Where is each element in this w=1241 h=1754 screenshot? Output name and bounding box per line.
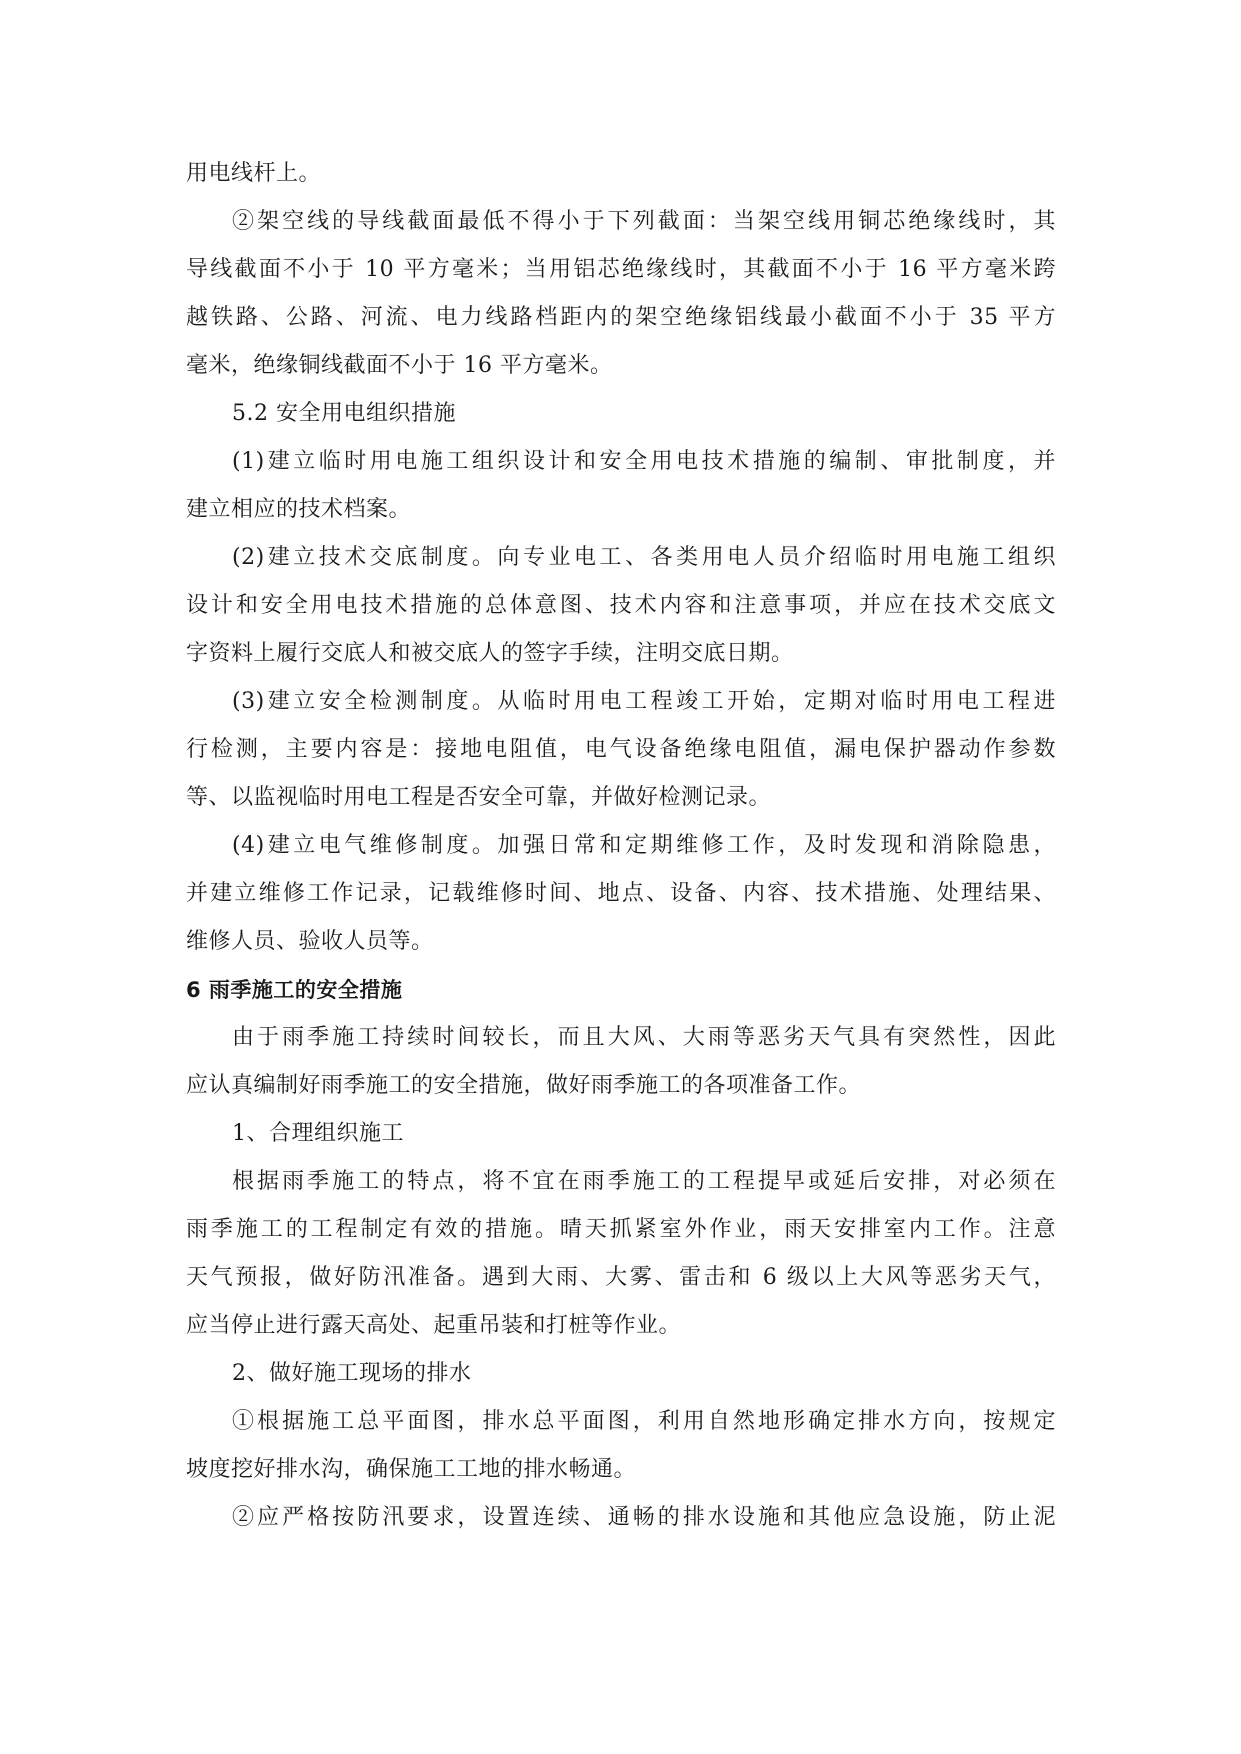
text-line: 越铁路、公路、河流、电力线路档距内的架空绝缘铝线最小截面不小于 35 平方 xyxy=(186,305,1056,330)
subsection-heading: 1、合理组织施工 xyxy=(232,1121,404,1146)
text-line: ②应严格按防汛要求，设置连续、通畅的排水设施和其他应急设施，防止泥 xyxy=(232,1505,1056,1530)
text-line: 应当停止进行露天高处、起重吊装和打桩等作业。 xyxy=(186,1313,682,1338)
document-page xyxy=(186,150,1056,1542)
text-line: 用电线杆上。 xyxy=(186,161,322,186)
text-line: 建立相应的技术档案。 xyxy=(186,497,412,522)
text-line: (2)建立技术交底制度。向专业电工、各类用电人员介绍临时用电施工组织 xyxy=(232,545,1056,570)
text-line: (1)建立临时用电施工组织设计和安全用电技术措施的编制、审批制度，并 xyxy=(232,449,1056,474)
text-line: ②架空线的导线截面最低不得小于下列截面：当架空线用铜芯绝缘线时，其 xyxy=(232,209,1056,234)
text-line: 雨季施工的工程制定有效的措施。晴天抓紧室外作业，雨天安排室内工作。注意 xyxy=(186,1217,1056,1242)
text-line: 等、以监视临时用电工程是否安全可靠，并做好检测记录。 xyxy=(186,785,772,810)
text-line: 设计和安全用电技术措施的总体意图、技术内容和注意事项，并应在技术交底文 xyxy=(186,593,1056,618)
subsection-heading: 2、做好施工现场的排水 xyxy=(232,1361,472,1386)
text-line: (4)建立电气维修制度。加强日常和定期维修工作，及时发现和消除隐患， xyxy=(232,833,1056,858)
text-line: 并建立维修工作记录，记载维修时间、地点、设备、内容、技术措施、处理结果、 xyxy=(186,881,1056,906)
text-line: 应认真编制好雨季施工的安全措施，做好雨季施工的各项准备工作。 xyxy=(186,1073,862,1098)
text-line: 毫米，绝缘铜线截面不小于 16 平方毫米。 xyxy=(186,353,613,378)
text-line: 行检测，主要内容是：接地电阻值，电气设备绝缘电阻值，漏电保护器动作参数 xyxy=(186,737,1056,762)
text-line: 由于雨季施工持续时间较长，而且大风、大雨等恶劣天气具有突然性，因此 xyxy=(232,1025,1056,1050)
chapter-heading: 6 雨季施工的安全措施 xyxy=(186,978,403,1002)
section-heading: 5.2 安全用电组织措施 xyxy=(232,401,456,426)
text-line: ①根据施工总平面图，排水总平面图，利用自然地形确定排水方向，按规定 xyxy=(232,1409,1056,1434)
text-line: (3)建立安全检测制度。从临时用电工程竣工开始，定期对临时用电工程进 xyxy=(232,689,1056,714)
text-line: 导线截面不小于 10 平方毫米；当用铝芯绝缘线时，其截面不小于 16 平方毫米跨 xyxy=(186,257,1056,282)
text-line: 根据雨季施工的特点，将不宜在雨季施工的工程提早或延后安排，对必须在 xyxy=(232,1169,1056,1194)
text-line: 维修人员、验收人员等。 xyxy=(186,929,434,954)
text-line: 字资料上履行交底人和被交底人的签字手续，注明交底日期。 xyxy=(186,641,794,666)
text-line: 坡度挖好排水沟，确保施工工地的排水畅通。 xyxy=(186,1457,637,1482)
text-line: 天气预报，做好防汛准备。遇到大雨、大雾、雷击和 6 级以上大风等恶劣天气， xyxy=(186,1265,1056,1290)
